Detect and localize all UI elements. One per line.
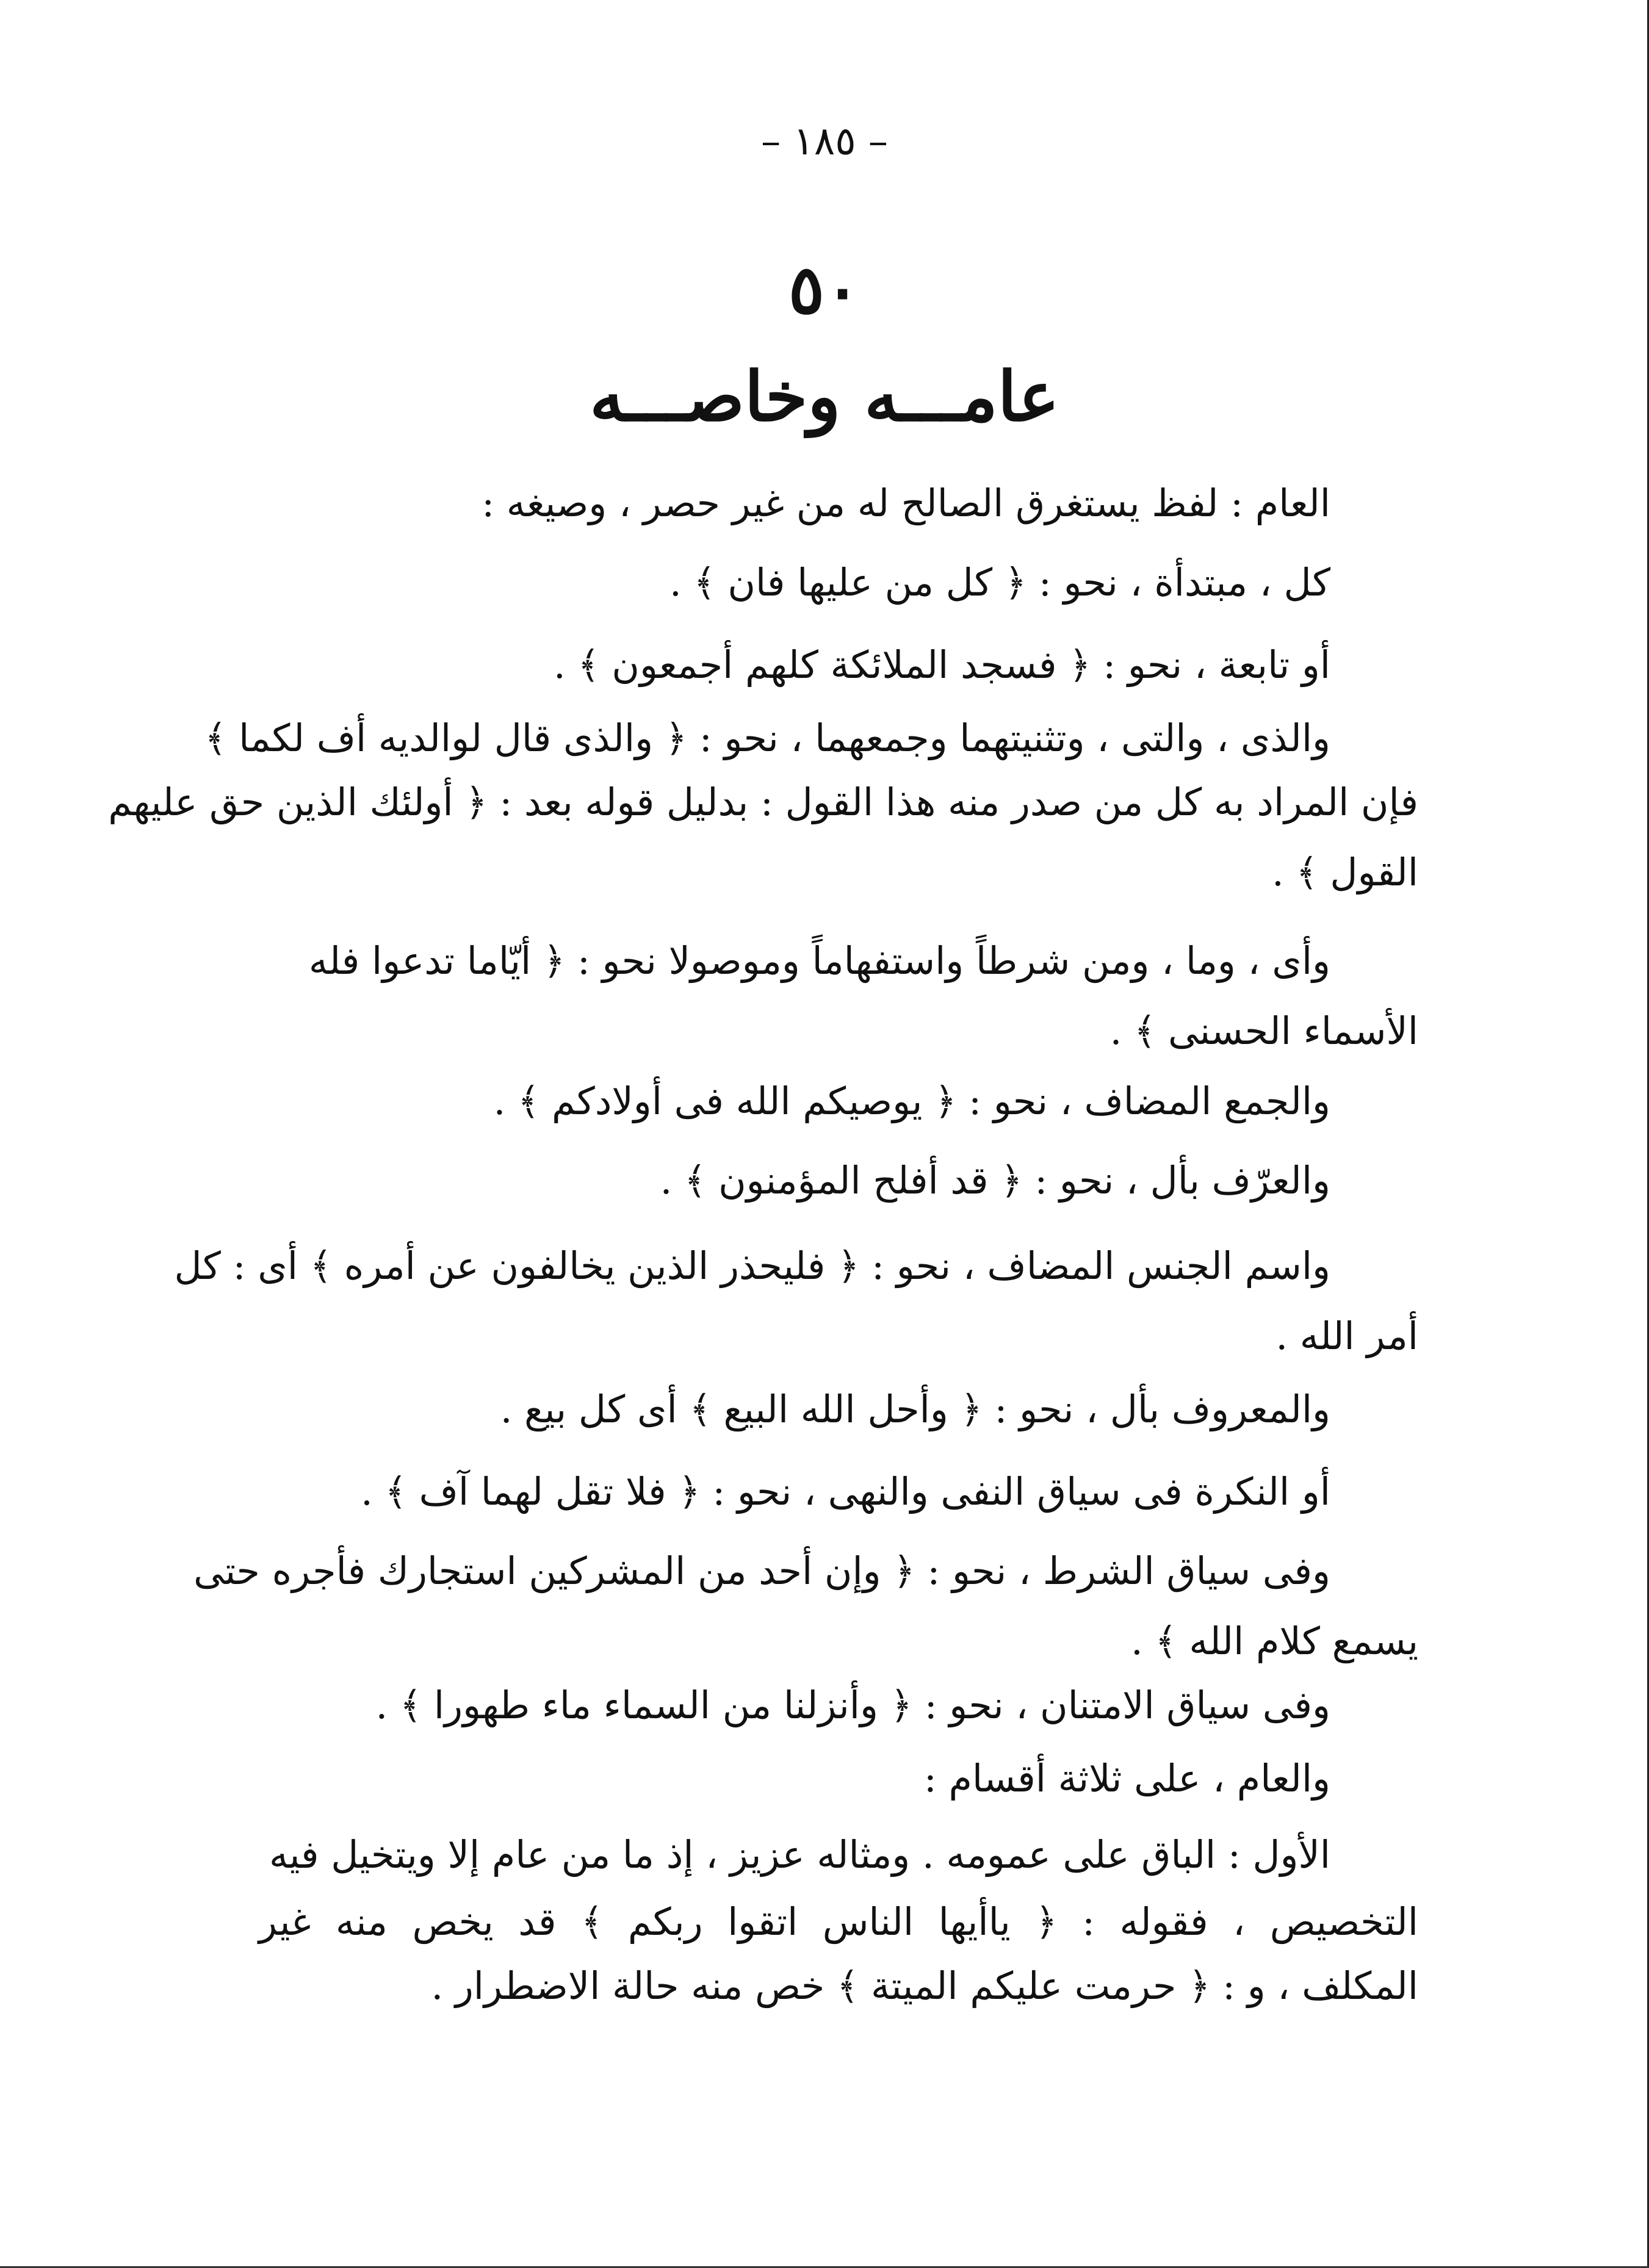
text-line: التخصيص ، فقوله : ﴿ ياأيها الناس اتقوا ربكم ﴾ قد يخص منه غير — [259, 1899, 1418, 1944]
text-line: والجمع المضاف ، نحو : ﴿ يوصيكم الله فى أولادكم ﴾ . — [493, 1079, 1330, 1123]
text-line: أمر الله . — [1276, 1314, 1418, 1358]
text-line: أو تابعة ، نحو : ﴿ فسجد الملائكة كلهم أجمعون ﴾ . — [553, 643, 1330, 687]
text-line: أو النكرة فى سياق النفى والنهى ، نحو : ﴿ فلا تقل لهما آف ﴾ . — [361, 1469, 1330, 1514]
text-line: وفى سياق الامتنان ، نحو : ﴿ وأنزلنا من السماء ماء طهورا ﴾ . — [375, 1683, 1330, 1727]
text-line: المكلف ، و : ﴿ حرمت عليكم الميتة ﴾ خص منه حالة الاضطرار . — [431, 1964, 1418, 2008]
page-number: – ١٨٥ – — [761, 119, 888, 164]
text-line: كل ، مبتدأة ، نحو : ﴿ كل من عليها فان ﴾ . — [669, 560, 1330, 605]
text-line: فإن المراد به كل من صدر منه هذا القول : بدليل قوله بعد : ﴿ أولئك الذين حق عليهم — [108, 780, 1418, 824]
text-line: الأول : الباق على عمومه . ومثاله عزيز ، إذ ما من عام إلا ويتخيل فيه — [269, 1832, 1330, 1877]
text-line: القول ﴾ . — [1271, 850, 1418, 895]
text-line-definition: العام : لفظ يستغرق الصالح له من غير حصر ، وصيغه : — [482, 481, 1330, 525]
text-line: والعرّف بأل ، نحو : ﴿ قد أفلح المؤمنون ﴾ . — [660, 1158, 1330, 1203]
section-number: ٥٠ — [788, 250, 861, 329]
section-title: عامـــه وخاصـــه — [590, 357, 1059, 437]
text-line: واسم الجنس المضاف ، نحو : ﴿ فليحذر الذين يخالفون عن أمره ﴾ أى : كل — [174, 1244, 1330, 1288]
text-line: وفى سياق الشرط ، نحو : ﴿ وإن أحد من المشركين استجارك فأجره حتى — [193, 1549, 1330, 1593]
text-line: والمعروف بأل ، نحو : ﴿ وأحل الله البيع ﴾ أى كل بيع . — [500, 1387, 1330, 1431]
text-line: الأسماء الحسنى ﴾ . — [1110, 1009, 1418, 1053]
text-line: والذى ، والتى ، وتثنيتهما وجمعهما ، نحو : ﴿ والذى قال لوالديه أف لكما ﴾ — [204, 716, 1330, 760]
text-line: والعام ، على ثلاثة أقسام : — [923, 1756, 1330, 1801]
text-line: يسمع كلام الله ﴾ . — [1130, 1619, 1418, 1663]
text-line: وأى ، وما ، ومن شرطاً واستفهاماً وموصولا نحو : ﴿ أيّاما تدعوا فله — [308, 938, 1330, 983]
